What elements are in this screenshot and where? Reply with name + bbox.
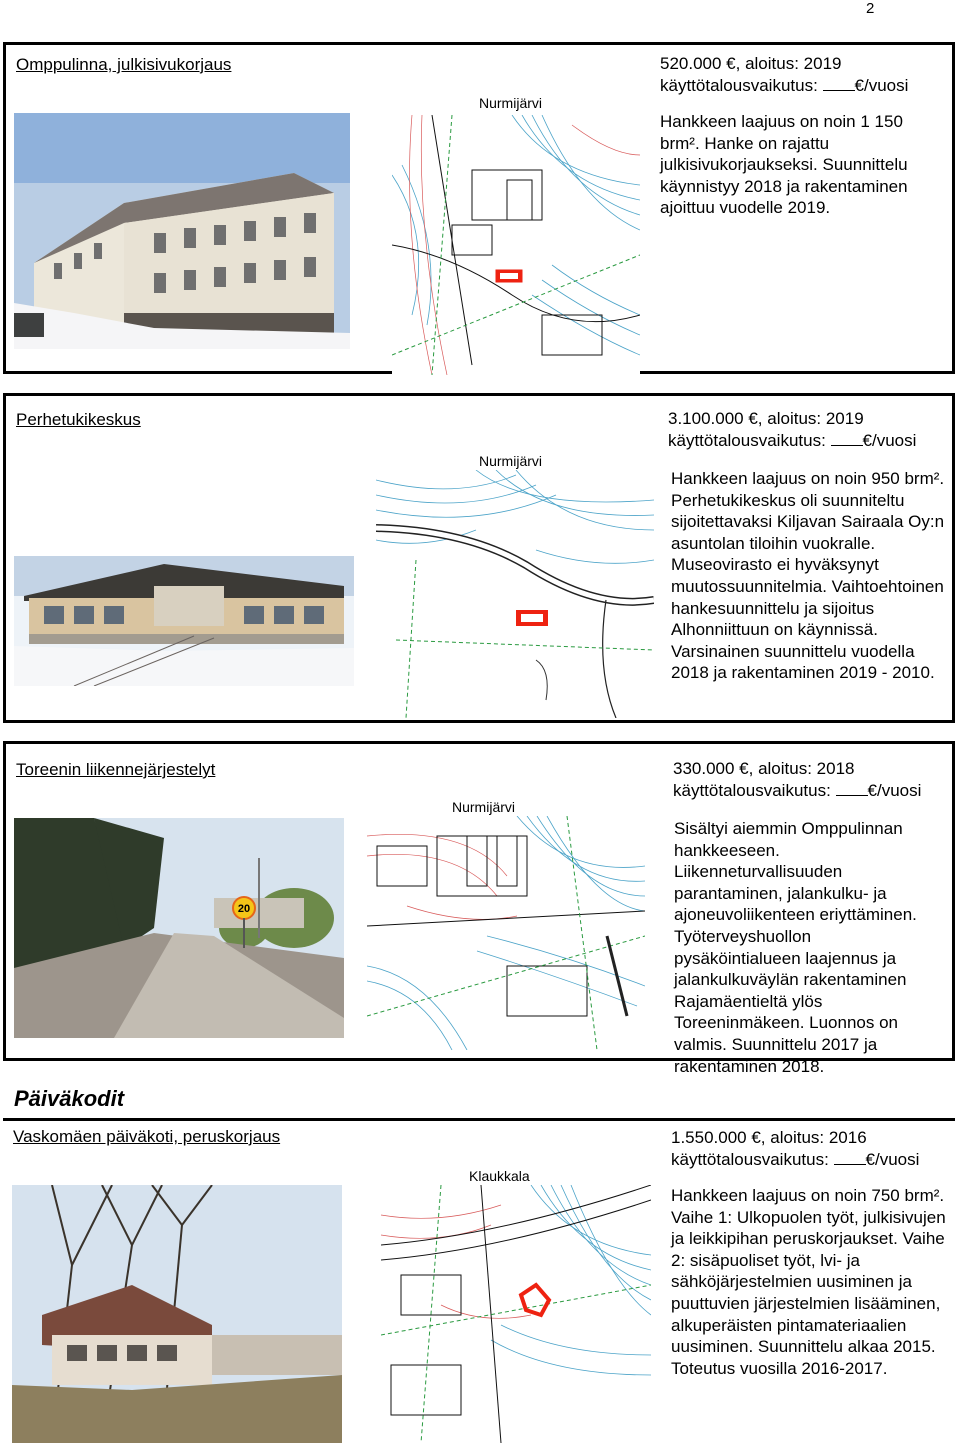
operating-cost-line: käyttötalousvaikutus: €/vuosi xyxy=(660,76,909,95)
project-title: Toreenin liikennejärjestelyt xyxy=(16,760,216,779)
building-photo xyxy=(14,556,354,686)
section-heading: Päiväkodit xyxy=(14,1086,125,1111)
location-label: Klaukkala xyxy=(469,1168,530,1184)
project-title: Vaskomäen päiväkoti, peruskorjaus xyxy=(13,1127,281,1146)
road-photo xyxy=(14,818,344,1038)
project-card-toreenin xyxy=(3,741,955,1076)
project-description: Hankkeen laajuus on noin 750 brm². Vaihe 1: Ulkopuolen työt, julkisivujen ja leikkipihan peruskorjaukset. Vaihe 2: sisäpuoliset työt, lvi- ja sähköjärjestelmien uusiminen ja puuttuvien järjestelmien lisääminen, alkuperäisten pintamateriaalien uusiminen. Suunnittelu alkaa 2015. Toteutus vuosilla 2016-2017. xyxy=(671,1186,946,1378)
building-photo xyxy=(14,113,350,349)
speed-sign: 20 xyxy=(237,903,251,915)
project-title: Omppulinna, julkisivukorjaus xyxy=(16,55,232,74)
location-label: Nurmijärvi xyxy=(479,95,542,111)
project-card-vaskomaki xyxy=(3,1118,955,1445)
site-map xyxy=(381,1185,651,1443)
page-number: 2 xyxy=(866,0,875,17)
project-card-omppulinna xyxy=(3,42,955,374)
site-map xyxy=(376,470,654,718)
project-description: Hankkeen laajuus on noin 1 150 brm². Hanke on rajattu julkisivukorjaukseksi. Suunnittelu käynnistyy 2018 ja rakentaminen ajoittuu vuodelle 2019. xyxy=(660,112,908,218)
cost-line: 520.000 €, aloitus: 2019 xyxy=(660,54,842,73)
cost-line: 1.550.000 €, aloitus: 2016 xyxy=(671,1128,867,1147)
building-photo xyxy=(12,1185,342,1443)
cost-line: 3.100.000 €, aloitus: 2019 xyxy=(668,409,864,428)
location-label: Nurmijärvi xyxy=(452,799,515,815)
location-label: Nurmijärvi xyxy=(479,453,542,469)
site-map xyxy=(367,816,645,1050)
project-card-perhetukikeskus xyxy=(3,393,955,723)
cost-info xyxy=(671,1127,919,1171)
operating-cost-line: käyttötalousvaikutus: €/vuosi xyxy=(673,781,922,800)
operating-cost-line: käyttötalousvaikutus: €/vuosi xyxy=(668,431,917,450)
operating-cost-line: käyttötalousvaikutus: €/vuosi xyxy=(671,1150,920,1169)
cost-info xyxy=(673,758,921,802)
project-title: Perhetukikeskus xyxy=(16,410,141,429)
project-description: Hankkeen laajuus on noin 950 brm². Perhetukikeskus oli suunniteltu sijoitettavaksi Kiljavan Sairaala Oy:n asuntolan tiloihin vuokralle. Museovirasto ei hyväksynyt muutossuunnitelmia. Vaihtoehtoinen hankesuunnittelu ja sijoitus Alhonniittuun on käynnissä. Varsinainen suunnittelu vuodella 2018 ja rakentaminen 2019 - 2010. xyxy=(671,469,945,683)
cost-info xyxy=(668,408,916,452)
project-description: Sisältyi aiemmin Omppulinnan hankkeeseen. Liikenneturvallisuuden parantaminen, jalankulku- ja ajoneuvoliikenteen eriyttäminen. Työterveyshuollon pysäköintialueen laajennus ja jalankulkuväylän rakentaminen Rajamäentieltä ylös Toreeninmäkeen. Luonnos on valmis. Suunnittelu 2017 ja rakentaminen 2018. xyxy=(674,819,917,1076)
site-map xyxy=(392,115,640,375)
cost-info xyxy=(660,53,908,97)
cost-line: 330.000 €, aloitus: 2018 xyxy=(673,759,855,778)
